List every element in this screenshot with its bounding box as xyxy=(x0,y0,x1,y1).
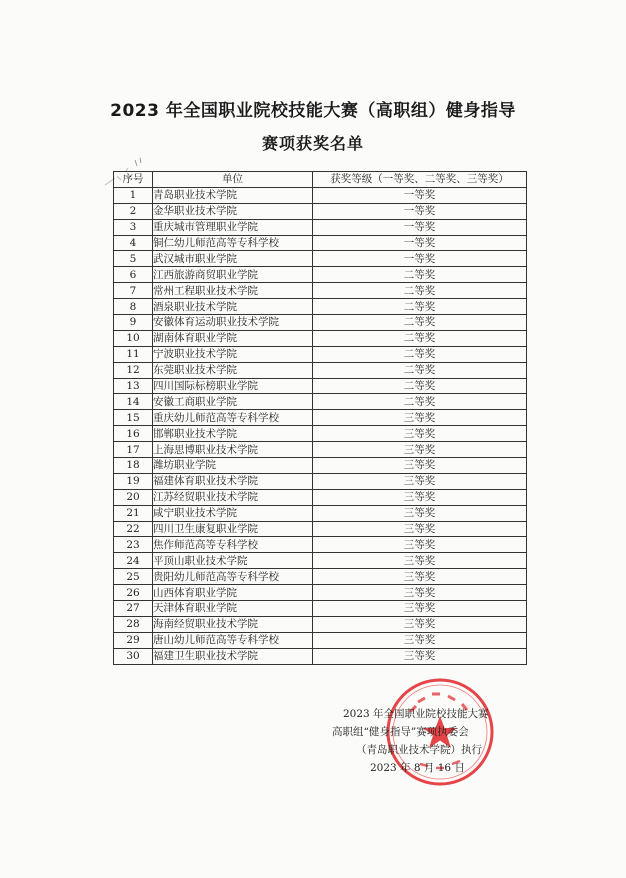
awards-table xyxy=(113,171,527,665)
table-row xyxy=(114,601,527,617)
row-unit: 焦作师范高等专科学校 xyxy=(153,537,313,553)
row-unit: 潍坊职业学院 xyxy=(153,458,313,474)
row-unit: 安徽体育运动职业技术学院 xyxy=(153,315,313,331)
row-number: 16 xyxy=(114,426,153,442)
row-number: 6 xyxy=(114,267,153,283)
row-unit: 平顶山职业技术学院 xyxy=(153,553,313,569)
row-number: 23 xyxy=(114,537,153,553)
row-number: 1 xyxy=(114,187,153,203)
row-prize: 三等奖 xyxy=(313,521,527,537)
row-prize: 三等奖 xyxy=(313,585,527,601)
header-unit: 单位 xyxy=(153,172,313,188)
table-row xyxy=(114,235,527,251)
issuer-line-2: 高职组“健身指导”赛项执委会 xyxy=(332,726,469,738)
table-row xyxy=(114,219,527,235)
row-number: 12 xyxy=(114,362,153,378)
table-row xyxy=(114,505,527,521)
row-unit: 咸宁职业技术学院 xyxy=(153,505,313,521)
row-number: 4 xyxy=(114,235,153,251)
table-row xyxy=(114,616,527,632)
row-unit: 福建体育职业技术学院 xyxy=(153,473,313,489)
row-unit: 常州工程职业技术学院 xyxy=(153,283,313,299)
row-prize: 二等奖 xyxy=(313,362,527,378)
table-row xyxy=(114,362,527,378)
table-row xyxy=(114,632,527,648)
row-prize: 二等奖 xyxy=(313,315,527,331)
row-prize: 三等奖 xyxy=(313,616,527,632)
table-row xyxy=(114,410,527,426)
row-prize: 三等奖 xyxy=(313,632,527,648)
row-number: 8 xyxy=(114,299,153,315)
table-row xyxy=(114,394,527,410)
document-subtitle: 赛项获奖名单 xyxy=(261,134,364,153)
issuer-line-3: （青岛职业技术学院）执行 xyxy=(356,744,482,756)
row-unit: 安徽工商职业学院 xyxy=(153,394,313,410)
row-number: 3 xyxy=(114,219,153,235)
row-unit: 重庆幼儿师范高等专科学校 xyxy=(153,410,313,426)
table-row xyxy=(114,267,527,283)
table-row xyxy=(114,283,527,299)
row-unit: 邯郸职业技术学院 xyxy=(153,426,313,442)
row-number: 2 xyxy=(114,203,153,219)
table-row xyxy=(114,553,527,569)
table-header-row xyxy=(114,172,527,188)
row-unit: 四川国际标榜职业学院 xyxy=(153,378,313,394)
row-prize: 三等奖 xyxy=(313,505,527,521)
header-number: 序号 xyxy=(114,172,153,188)
table-row xyxy=(114,251,527,267)
row-prize: 二等奖 xyxy=(313,283,527,299)
table-row xyxy=(114,442,527,458)
row-unit: 武汉城市职业学院 xyxy=(153,251,313,267)
row-prize: 三等奖 xyxy=(313,410,527,426)
row-prize: 三等奖 xyxy=(313,648,527,664)
row-prize: 三等奖 xyxy=(313,601,527,617)
row-number: 27 xyxy=(114,601,153,617)
row-unit: 江西旅游商贸职业学院 xyxy=(153,267,313,283)
row-unit: 海南经贸职业技术学院 xyxy=(153,616,313,632)
row-prize: 一等奖 xyxy=(313,235,527,251)
row-number: 15 xyxy=(114,410,153,426)
document-title: 2023 年全国职业院校技能大赛（高职组）健身指导 xyxy=(110,101,516,121)
row-unit: 东莞职业技术学院 xyxy=(153,362,313,378)
table-row xyxy=(114,330,527,346)
header-prize-level: 获奖等级（一等奖、二等奖、三等奖） xyxy=(313,172,527,188)
table-row xyxy=(114,585,527,601)
row-prize: 二等奖 xyxy=(313,267,527,283)
row-number: 14 xyxy=(114,394,153,410)
row-prize: 一等奖 xyxy=(313,187,527,203)
row-prize: 二等奖 xyxy=(313,346,527,362)
row-unit: 重庆城市管理职业学院 xyxy=(153,219,313,235)
issue-date: 2023 年 8 月 16 日 xyxy=(370,762,465,774)
row-number: 9 xyxy=(114,315,153,331)
row-prize: 三等奖 xyxy=(313,569,527,585)
table-row xyxy=(114,521,527,537)
row-number: 17 xyxy=(114,442,153,458)
table-row xyxy=(114,489,527,505)
row-unit: 酒泉职业技术学院 xyxy=(153,299,313,315)
table-row xyxy=(114,537,527,553)
row-prize: 三等奖 xyxy=(313,442,527,458)
row-number: 24 xyxy=(114,553,153,569)
row-number: 30 xyxy=(114,648,153,664)
row-number: 13 xyxy=(114,378,153,394)
row-unit: 山西体育职业学院 xyxy=(153,585,313,601)
row-unit: 四川卫生康复职业学院 xyxy=(153,521,313,537)
issuer-block xyxy=(330,705,550,777)
row-number: 11 xyxy=(114,346,153,362)
row-unit: 金华职业技术学院 xyxy=(153,203,313,219)
row-number: 26 xyxy=(114,585,153,601)
table-row xyxy=(114,187,527,203)
row-prize: 二等奖 xyxy=(313,299,527,315)
row-prize: 一等奖 xyxy=(313,219,527,235)
row-prize: 二等奖 xyxy=(313,394,527,410)
table-row xyxy=(114,426,527,442)
row-unit: 福建卫生职业技术学院 xyxy=(153,648,313,664)
row-prize: 二等奖 xyxy=(313,378,527,394)
row-unit: 唐山幼儿师范高等专科学校 xyxy=(153,632,313,648)
row-prize: 一等奖 xyxy=(313,251,527,267)
row-prize: 三等奖 xyxy=(313,553,527,569)
row-unit: 铜仁幼儿师范高等专科学校 xyxy=(153,235,313,251)
row-unit: 上海思博职业技术学院 xyxy=(153,442,313,458)
table-row xyxy=(114,315,527,331)
row-prize: 一等奖 xyxy=(313,203,527,219)
row-unit: 宁波职业技术学院 xyxy=(153,346,313,362)
row-number: 10 xyxy=(114,330,153,346)
row-number: 7 xyxy=(114,283,153,299)
table-row xyxy=(114,648,527,664)
table-row xyxy=(114,569,527,585)
table-row xyxy=(114,346,527,362)
row-prize: 二等奖 xyxy=(313,330,527,346)
row-prize: 三等奖 xyxy=(313,473,527,489)
row-unit: 天津体育职业学院 xyxy=(153,601,313,617)
row-number: 29 xyxy=(114,632,153,648)
row-prize: 三等奖 xyxy=(313,489,527,505)
row-number: 18 xyxy=(114,458,153,474)
row-prize: 三等奖 xyxy=(313,426,527,442)
row-number: 22 xyxy=(114,521,153,537)
row-unit: 贵阳幼儿师范高等专科学校 xyxy=(153,569,313,585)
table-row xyxy=(114,378,527,394)
table-row xyxy=(114,203,527,219)
row-number: 28 xyxy=(114,616,153,632)
row-number: 21 xyxy=(114,505,153,521)
table-row xyxy=(114,458,527,474)
row-prize: 三等奖 xyxy=(313,537,527,553)
issuer-line-1: 2023 年全国职业院校技能大赛 xyxy=(343,708,489,720)
table-row xyxy=(114,299,527,315)
row-number: 19 xyxy=(114,473,153,489)
row-number: 5 xyxy=(114,251,153,267)
row-unit: 江苏经贸职业技术学院 xyxy=(153,489,313,505)
row-unit: 湖南体育职业学院 xyxy=(153,330,313,346)
table-row xyxy=(114,473,527,489)
row-number: 20 xyxy=(114,489,153,505)
row-unit: 青岛职业技术学院 xyxy=(153,187,313,203)
row-prize: 三等奖 xyxy=(313,458,527,474)
row-number: 25 xyxy=(114,569,153,585)
